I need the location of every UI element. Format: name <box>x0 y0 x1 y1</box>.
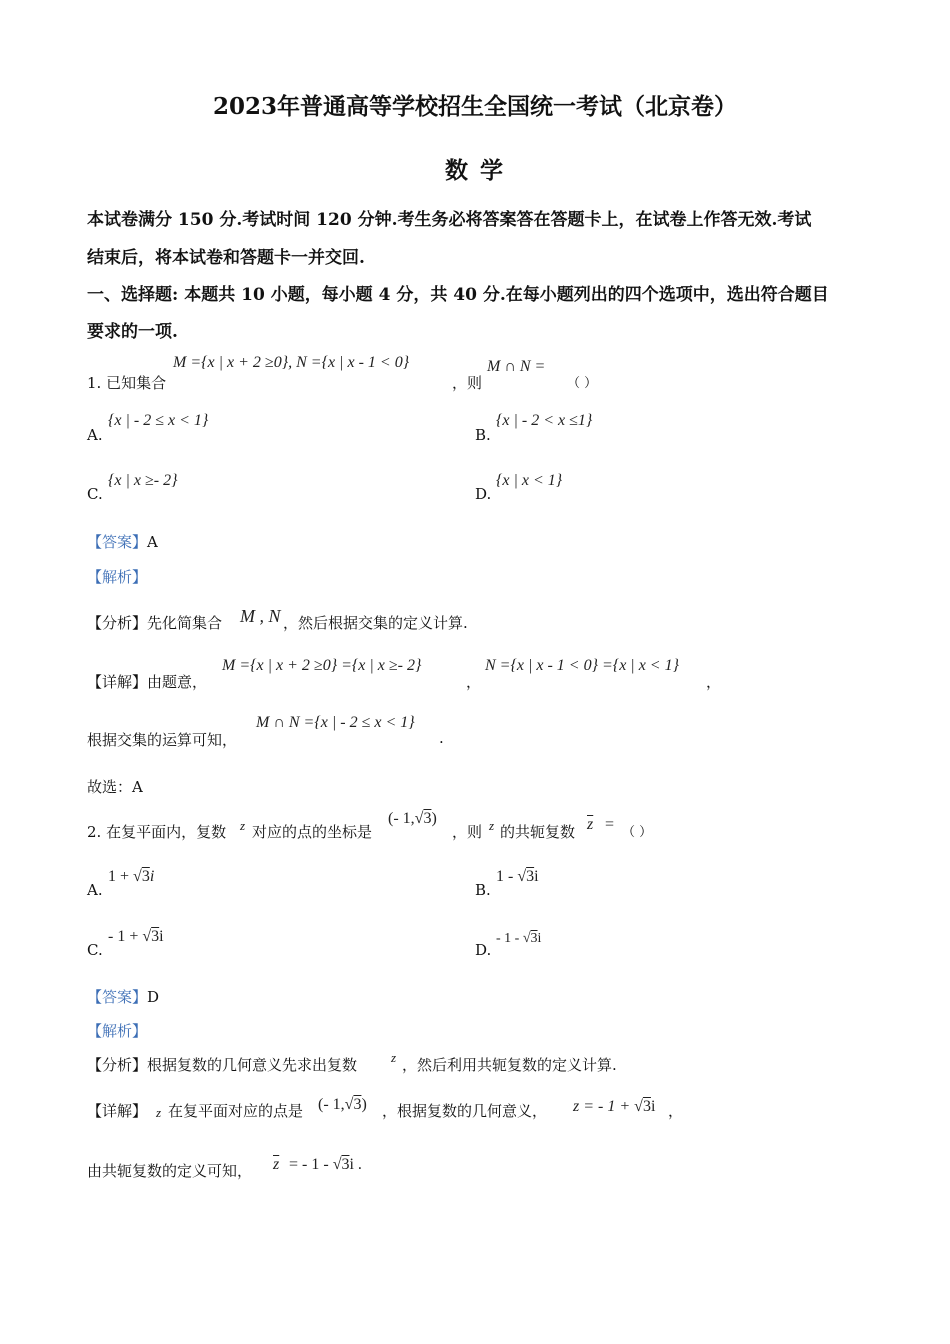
q1-rule-pre: 根据交集的运算可知， <box>87 731 238 749</box>
q2-eq: = <box>605 816 615 833</box>
q1-detail-m1: M ={x | x + 2 ≥0} ={x | x ≥- 2} <box>222 657 422 674</box>
section-heading-line-1: 一、选择题: 本题共 10 小题，每小题 4 分，共 40 分.在每小题列出的四个选项中，选出符合题目 <box>87 285 829 305</box>
q2-stem-a: 2. 在复平面内，复数 <box>87 823 227 841</box>
q1-option-a-math: {x | - 2 ≤ x < 1} <box>108 412 209 429</box>
q1-analysis-math: M , N <box>240 606 281 626</box>
intro-line-1: 本试卷满分 150 分.考试时间 120 分钟.考生务必将答案答在答题卡上，在试卷上作答无效.考试 <box>87 210 812 230</box>
q1-analysis-tag: 【分析】 <box>87 614 148 632</box>
page-title: 2023年普通高等学校招生全国统一考试（北京卷） <box>212 93 737 120</box>
q1-analysis-post: ，然后根据交集的定义计算. <box>283 614 468 632</box>
q1-option-b-math: {x | - 2 < x ≤1} <box>496 412 593 429</box>
q2-answer: D <box>147 988 160 1006</box>
q2-detail-end: ， <box>668 1102 684 1120</box>
q1-jiexi-tag: 【解析】 <box>87 568 148 586</box>
q2-option-c-label: C. <box>87 941 103 959</box>
q1-then: ，则 <box>452 374 483 392</box>
q2-analysis-z: z <box>391 1050 397 1065</box>
q2-final-zbar: $\overline{z}$ <box>273 1156 280 1173</box>
subject-title: 数 学 <box>444 157 505 184</box>
q2-detail-z-eq: z = - 1 + √3i <box>573 1098 656 1115</box>
q2-point-math: (- 1,√3) <box>388 810 437 827</box>
q2-detail-tag: 【详解】 <box>87 1102 148 1120</box>
q1-rule-end: . <box>439 729 444 747</box>
q1-option-a-label: A. <box>87 426 103 444</box>
q2-stem-b: 对应的点的坐标是 <box>252 823 373 841</box>
q1-detail-pre: 由题意， <box>147 673 208 691</box>
q1-option-d-label: D. <box>475 485 492 503</box>
q1-option-c-math: {x | x ≥- 2} <box>108 472 178 489</box>
q2-option-a-label: A. <box>87 881 103 899</box>
q2-stem-d: 的共轭复数 <box>500 823 576 841</box>
q1-expr-math: M ∩ N = <box>487 358 546 375</box>
q2-zbar: $\overline{z}$ <box>587 816 594 833</box>
q1-paren: （ ） <box>567 376 598 391</box>
q2-detail-z: z <box>156 1105 162 1120</box>
q2-answer-tag: 【答案】 <box>87 988 148 1006</box>
q2-option-d-math: - 1 - √3i <box>496 931 542 946</box>
q2-analysis-tag: 【分析】 <box>87 1056 148 1074</box>
q1-option-d-math: {x | x < 1} <box>496 472 563 489</box>
q2-z-2: z <box>489 818 495 833</box>
q2-final-pre: 由共轭复数的定义可知， <box>87 1162 253 1180</box>
q2-paren: （ ） <box>622 825 653 840</box>
q2-option-c-math: - 1 + √3i <box>108 928 164 945</box>
q2-detail-b: ，根据复数的几何意义， <box>382 1102 548 1120</box>
q2-option-d-label: D. <box>475 941 492 959</box>
intro-line-2: 结束后，将本试卷和答题卡一并交回. <box>87 248 365 268</box>
q1-answer: A <box>147 533 158 551</box>
q2-option-b-label: B. <box>475 881 491 899</box>
q2-z: z <box>240 818 246 833</box>
q1-option-c-label: C. <box>87 485 103 503</box>
q2-option-a-math: 1 + √3i <box>108 868 155 885</box>
q1-option-b-label: B. <box>475 426 491 444</box>
q1-detail-sep: ， <box>466 673 482 691</box>
q1-sets-math: M ={x | x + 2 ≥0}, N ={x | x - 1 < 0} <box>173 354 410 371</box>
q2-detail-point: (- 1,√3) <box>318 1096 367 1113</box>
q2-jiexi-tag: 【解析】 <box>87 1022 148 1040</box>
q1-answer-tag: 【答案】 <box>87 533 148 551</box>
q1-conclusion: 故选：A <box>87 778 143 796</box>
q2-detail-a: 在复平面对应的点是 <box>168 1102 304 1120</box>
q2-analysis-pre: 根据复数的几何意义先求出复数 <box>147 1056 358 1074</box>
q2-option-b-math: 1 - √3i <box>496 868 539 885</box>
q1-analysis-pre: 先化简集合 <box>147 614 223 632</box>
q1-detail-tag: 【详解】 <box>87 673 148 691</box>
section-heading-line-2: 要求的一项. <box>87 322 178 342</box>
q1-stem-prefix: 1. 已知集合 <box>87 374 167 392</box>
q1-detail-end: ， <box>706 673 722 691</box>
q2-analysis-post: ，然后利用共轭复数的定义计算. <box>402 1056 617 1074</box>
q2-stem-c: ，则 <box>452 823 483 841</box>
q1-detail-m2: N ={x | x - 1 < 0} ={x | x < 1} <box>485 657 679 674</box>
q2-final-math: = - 1 - √3i . <box>289 1156 362 1173</box>
q1-rule-math: M ∩ N ={x | - 2 ≤ x < 1} <box>256 714 415 731</box>
